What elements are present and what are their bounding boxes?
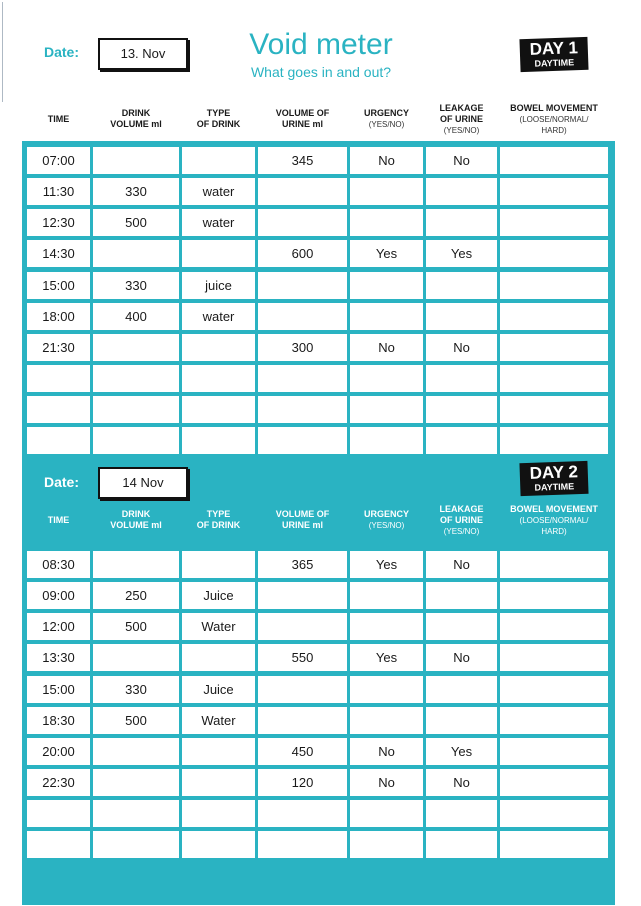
- day2-date-field[interactable]: 14 Nov: [98, 467, 188, 499]
- day1-cell-drink-volume[interactable]: [93, 365, 179, 392]
- day2-cell-time[interactable]: 09:00: [27, 582, 90, 609]
- day1-cell-urine-volume[interactable]: [258, 209, 347, 236]
- day1-cell-time[interactable]: 18:00: [27, 303, 90, 330]
- column-header-label: BOWEL MOVEMENT: [510, 503, 598, 514]
- day2-cell-drink-volume[interactable]: [93, 769, 179, 796]
- column-header-label: URGENCY: [363, 509, 409, 519]
- day1-cell-drink-volume[interactable]: 500: [93, 209, 179, 236]
- column-header-label: VOLUME OF URINE ml: [275, 509, 330, 530]
- day2-cell-urgency[interactable]: Yes: [350, 551, 423, 578]
- column-header-sublabel: (LOOSE/NORMAL/ HARD): [519, 515, 589, 536]
- day2-cell-bowel-movement[interactable]: [500, 831, 608, 858]
- day2-cell-urine-volume[interactable]: [258, 831, 347, 858]
- day1-date-label: Date:: [44, 44, 80, 60]
- day2-cell-drink-volume[interactable]: [93, 644, 179, 671]
- day1-cell-leakage[interactable]: [426, 209, 497, 236]
- day2-cell-drink-volume[interactable]: [93, 831, 179, 858]
- day1-cell-bowel-movement[interactable]: [500, 396, 608, 423]
- day2-cell-urine-volume[interactable]: 120: [258, 769, 347, 796]
- day2-cell-urgency[interactable]: [350, 707, 423, 734]
- day2-cell-drink-volume[interactable]: 500: [93, 613, 179, 640]
- day2-cell-bowel-movement[interactable]: [500, 707, 608, 734]
- column-header-label: URGENCY: [363, 108, 409, 118]
- day2-date-label: Date:: [44, 474, 80, 490]
- day2-cell-drink-volume[interactable]: [93, 800, 179, 827]
- day2-badge: [519, 461, 588, 496]
- day2-cell-drink-type[interactable]: [182, 644, 255, 671]
- day1-cell-time[interactable]: 15:00: [27, 272, 90, 299]
- day2-cell-urgency[interactable]: [350, 676, 423, 703]
- day2-cell-time[interactable]: 20:00: [27, 738, 90, 765]
- day2-cell-leakage[interactable]: No: [426, 551, 497, 578]
- day2-cell-time[interactable]: [27, 831, 90, 858]
- day1-cell-urgency[interactable]: [350, 209, 423, 236]
- day1-cell-time[interactable]: [27, 427, 90, 454]
- day1-cell-urine-volume[interactable]: [258, 396, 347, 423]
- day1-cell-time[interactable]: [27, 365, 90, 392]
- day1-cell-leakage[interactable]: [426, 427, 497, 454]
- day2-cell-urine-volume[interactable]: [258, 676, 347, 703]
- day1-cell-drink-type[interactable]: [182, 147, 255, 174]
- day2-cell-time[interactable]: 12:00: [27, 613, 90, 640]
- day1-cell-urgency[interactable]: [350, 272, 423, 299]
- day1-cell-leakage[interactable]: No: [426, 334, 497, 361]
- day1-cell-urgency[interactable]: [350, 365, 423, 392]
- column-header-label: TYPE OF DRINK: [196, 108, 241, 129]
- day1-cell-drink-volume[interactable]: 330: [93, 178, 179, 205]
- day2-cell-urgency[interactable]: Yes: [350, 644, 423, 671]
- day1-cell-urine-volume[interactable]: [258, 427, 347, 454]
- day2-badge-label: DAY 2: [529, 462, 579, 483]
- day2-cell-drink-volume[interactable]: 500: [93, 707, 179, 734]
- day1-cell-drink-volume[interactable]: [93, 396, 179, 423]
- column-header-label: LEAKAGE OF URINE: [439, 102, 484, 124]
- column-header-sublabel: (YES/NO): [368, 521, 405, 530]
- column-header-sublabel: (YES/NO): [443, 125, 480, 135]
- day2-cell-urine-volume[interactable]: [258, 613, 347, 640]
- day2-cell-drink-volume[interactable]: 330: [93, 676, 179, 703]
- day1-cell-drink-type[interactable]: [182, 334, 255, 361]
- day2-cell-leakage[interactable]: [426, 676, 497, 703]
- day1-cell-leakage[interactable]: [426, 365, 497, 392]
- day2-cell-urine-volume[interactable]: [258, 582, 347, 609]
- column-header-label: DRINK VOLUME ml: [110, 108, 162, 129]
- day1-cell-urgency[interactable]: No: [350, 147, 423, 174]
- column-header-bowel-movement: [499, 103, 609, 136]
- day2-cell-leakage[interactable]: No: [426, 644, 497, 671]
- day1-cell-urgency[interactable]: No: [350, 334, 423, 361]
- day2-cell-drink-type[interactable]: Juice: [182, 582, 255, 609]
- day2-cell-leakage[interactable]: No: [426, 769, 497, 796]
- day1-cell-leakage[interactable]: [426, 178, 497, 205]
- page-edge-rule: [2, 2, 3, 102]
- day2-cell-leakage[interactable]: Yes: [426, 738, 497, 765]
- day1-cell-urine-volume[interactable]: 300: [258, 334, 347, 361]
- day1-cell-drink-type[interactable]: water: [182, 209, 255, 236]
- day1-cell-drink-volume[interactable]: 400: [93, 303, 179, 330]
- day1-cell-leakage[interactable]: [426, 303, 497, 330]
- day2-cell-bowel-movement[interactable]: [500, 769, 608, 796]
- day2-cell-bowel-movement[interactable]: [500, 676, 608, 703]
- day1-cell-time[interactable]: 07:00: [27, 147, 90, 174]
- day2-cell-leakage[interactable]: [426, 582, 497, 609]
- day1-cell-bowel-movement[interactable]: [500, 178, 608, 205]
- day2-cell-drink-volume[interactable]: [93, 738, 179, 765]
- day1-cell-bowel-movement[interactable]: [500, 240, 608, 267]
- column-header-sublabel: (YES/NO): [443, 526, 480, 536]
- page-title: Void meter: [249, 28, 393, 61]
- day2-cell-urgency[interactable]: No: [350, 738, 423, 765]
- day2-cell-drink-type[interactable]: Water: [182, 613, 255, 640]
- day2-cell-leakage[interactable]: [426, 831, 497, 858]
- day2-cell-bowel-movement[interactable]: [500, 644, 608, 671]
- day2-cell-drink-type[interactable]: Juice: [182, 676, 255, 703]
- day1-cell-drink-type[interactable]: [182, 365, 255, 392]
- day2-cell-drink-volume[interactable]: 250: [93, 582, 179, 609]
- day1-cell-drink-type[interactable]: [182, 427, 255, 454]
- day1-cell-leakage[interactable]: [426, 396, 497, 423]
- day2-cell-drink-volume[interactable]: [93, 551, 179, 578]
- day1-cell-leakage[interactable]: [426, 272, 497, 299]
- day2-cell-drink-type[interactable]: [182, 769, 255, 796]
- column-header-label: DRINK VOLUME ml: [110, 509, 162, 530]
- day1-cell-bowel-movement[interactable]: [500, 427, 608, 454]
- day1-cell-time[interactable]: 12:30: [27, 209, 90, 236]
- day1-cell-bowel-movement[interactable]: [500, 147, 608, 174]
- day1-cell-leakage[interactable]: Yes: [426, 240, 497, 267]
- day2-cell-time[interactable]: [27, 800, 90, 827]
- day2-cell-urgency[interactable]: [350, 582, 423, 609]
- day2-cell-urgency[interactable]: [350, 831, 423, 858]
- day1-cell-drink-volume[interactable]: [93, 427, 179, 454]
- page-subtitle: What goes in and out?: [250, 64, 392, 80]
- column-header-bowel-movement: [499, 504, 609, 537]
- day2-cell-urine-volume[interactable]: 450: [258, 738, 347, 765]
- day2-cell-urgency[interactable]: [350, 613, 423, 640]
- day2-cell-time[interactable]: 13:30: [27, 644, 90, 671]
- day1-cell-bowel-movement[interactable]: [500, 334, 608, 361]
- day1-cell-urine-volume[interactable]: [258, 178, 347, 205]
- day1-cell-time[interactable]: [27, 396, 90, 423]
- day2-cell-time[interactable]: 18:30: [27, 707, 90, 734]
- day2-cell-drink-type[interactable]: [182, 800, 255, 827]
- day2-cell-drink-type[interactable]: [182, 831, 255, 858]
- column-header-label: BOWEL MOVEMENT: [510, 102, 598, 113]
- day2-cell-leakage[interactable]: [426, 707, 497, 734]
- day2-cell-bowel-movement[interactable]: [500, 738, 608, 765]
- day2-cell-urine-volume[interactable]: [258, 707, 347, 734]
- day2-cell-drink-type[interactable]: [182, 738, 255, 765]
- day2-cell-time[interactable]: 15:00: [27, 676, 90, 703]
- day1-badge: [519, 37, 588, 72]
- day2-cell-urgency[interactable]: [350, 800, 423, 827]
- day1-cell-urine-volume[interactable]: [258, 365, 347, 392]
- day1-cell-urgency[interactable]: [350, 178, 423, 205]
- day1-cell-urgency[interactable]: Yes: [350, 240, 423, 267]
- day1-cell-bowel-movement[interactable]: [500, 303, 608, 330]
- column-header-sublabel: (YES/NO): [368, 120, 405, 129]
- day2-cell-leakage[interactable]: [426, 613, 497, 640]
- day2-cell-urine-volume[interactable]: 550: [258, 644, 347, 671]
- day2-cell-bowel-movement[interactable]: [500, 800, 608, 827]
- day1-cell-time[interactable]: 14:30: [27, 240, 90, 267]
- column-header-sublabel: (LOOSE/NORMAL/ HARD): [519, 114, 589, 135]
- day2-cell-bowel-movement[interactable]: [500, 613, 608, 640]
- day1-cell-drink-type[interactable]: water: [182, 178, 255, 205]
- day2-cell-bowel-movement[interactable]: [500, 551, 608, 578]
- day1-cell-urine-volume[interactable]: 600: [258, 240, 347, 267]
- day1-cell-drink-volume[interactable]: 330: [93, 272, 179, 299]
- column-header-label: TIME: [47, 514, 70, 525]
- day1-cell-drink-volume[interactable]: [93, 147, 179, 174]
- day2-cell-bowel-movement[interactable]: [500, 582, 608, 609]
- day1-cell-drink-volume[interactable]: [93, 240, 179, 267]
- day1-date-field[interactable]: 13. Nov: [98, 38, 188, 70]
- day2-cell-drink-type[interactable]: [182, 551, 255, 578]
- day2-cell-drink-type[interactable]: Water: [182, 707, 255, 734]
- day2-cell-urine-volume[interactable]: [258, 800, 347, 827]
- day1-cell-urine-volume[interactable]: [258, 303, 347, 330]
- day2-cell-urgency[interactable]: No: [350, 769, 423, 796]
- day1-cell-urine-volume[interactable]: 345: [258, 147, 347, 174]
- day1-cell-urgency[interactable]: [350, 303, 423, 330]
- day1-cell-leakage[interactable]: No: [426, 147, 497, 174]
- day1-cell-bowel-movement[interactable]: [500, 365, 608, 392]
- day1-cell-drink-type[interactable]: juice: [182, 272, 255, 299]
- column-header-label: LEAKAGE OF URINE: [439, 503, 484, 525]
- day2-cell-urine-volume[interactable]: 365: [258, 551, 347, 578]
- day1-badge-sub: DAYTIME: [534, 57, 575, 69]
- day1-cell-drink-type[interactable]: water: [182, 303, 255, 330]
- day1-cell-drink-volume[interactable]: [93, 334, 179, 361]
- day1-cell-drink-type[interactable]: [182, 240, 255, 267]
- day2-badge-sub: DAYTIME: [534, 481, 575, 493]
- day1-cell-urine-volume[interactable]: [258, 272, 347, 299]
- day1-cell-bowel-movement[interactable]: [500, 272, 608, 299]
- day1-badge-label: DAY 1: [529, 38, 579, 59]
- day1-cell-urgency[interactable]: [350, 396, 423, 423]
- day1-cell-bowel-movement[interactable]: [500, 209, 608, 236]
- day2-cell-time[interactable]: 22:30: [27, 769, 90, 796]
- day1-cell-drink-type[interactable]: [182, 396, 255, 423]
- column-header-label: VOLUME OF URINE ml: [275, 108, 330, 129]
- day2-cell-time[interactable]: 08:30: [27, 551, 90, 578]
- day1-cell-time[interactable]: 11:30: [27, 178, 90, 205]
- day2-cell-leakage[interactable]: [426, 800, 497, 827]
- day1-cell-time[interactable]: 21:30: [27, 334, 90, 361]
- day1-cell-urgency[interactable]: [350, 427, 423, 454]
- column-header-label: TYPE OF DRINK: [196, 509, 241, 530]
- column-header-label: TIME: [47, 113, 70, 124]
